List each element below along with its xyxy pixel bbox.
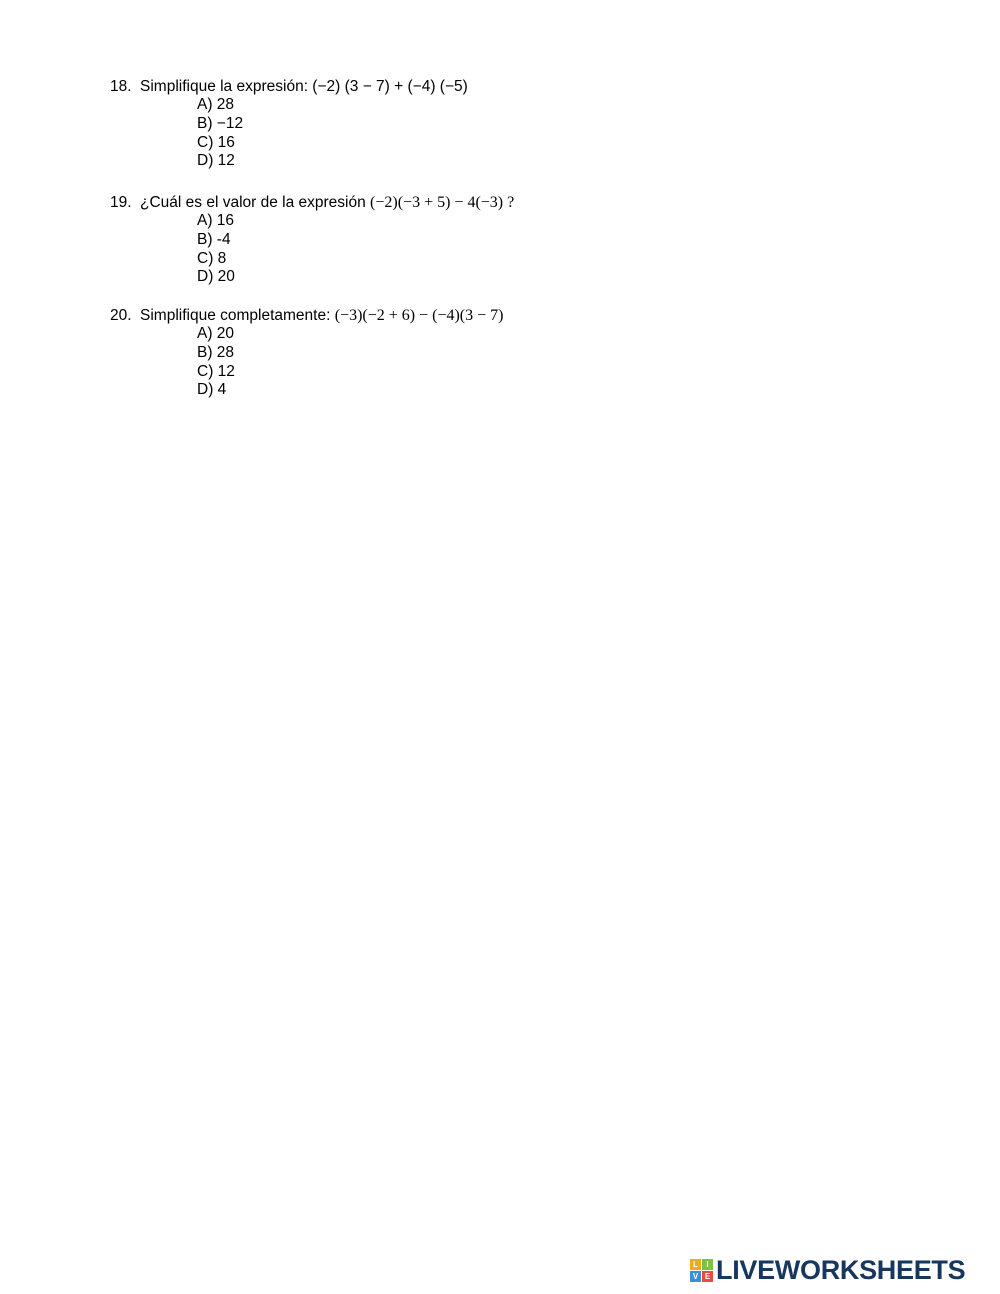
liveworksheets-logo [690, 1255, 965, 1285]
question-20-prompt [110, 306, 910, 325]
option-d: D) 4 [197, 381, 227, 399]
question-20 [110, 306, 910, 400]
option-a: A) 28 [197, 96, 235, 113]
option-c: C) 16 [197, 133, 235, 151]
question-18 [110, 77, 910, 171]
math-expression: (−2)(−3 + 5) − 4(−3) [370, 194, 504, 211]
option-b: B) -4 [197, 230, 231, 248]
options-list [197, 96, 910, 171]
question-number: 19. [110, 194, 132, 211]
question-suffix: ? [503, 194, 515, 211]
question-18-prompt [110, 77, 910, 96]
option-d: D) 12 [197, 152, 235, 170]
logo-tile-l: L [690, 1259, 701, 1270]
logo-tile-i: I [702, 1259, 713, 1270]
question-text: ¿Cuál es el valor de la expresión [140, 194, 371, 211]
option-b: B) −12 [197, 114, 244, 132]
option-b: B) 28 [197, 343, 235, 361]
question-text: Simplifique completamente: [140, 307, 335, 324]
options-list [197, 212, 910, 287]
question-number: 18. [110, 78, 132, 95]
logo-tile-e: E [702, 1271, 713, 1282]
question-19-prompt [110, 193, 910, 212]
live-icon [690, 1259, 713, 1282]
option-c: C) 12 [197, 362, 235, 380]
question-19 [110, 193, 910, 287]
option-d: D) 20 [197, 268, 235, 286]
logo-tile-v: V [690, 1271, 701, 1282]
question-number: 20. [110, 307, 132, 324]
logo-text: LIVEWORKSHEETS [716, 1255, 966, 1285]
options-list [197, 325, 910, 400]
question-text: Simplifique la expresión: (−2) (3 − 7) + (−4) (−5) [140, 78, 468, 95]
option-a: A) 20 [197, 325, 235, 342]
math-expression: (−3)(−2 + 6) − (−4)(3 − 7) [334, 307, 504, 324]
option-c: C) 8 [197, 249, 227, 267]
option-a: A) 16 [197, 212, 235, 229]
